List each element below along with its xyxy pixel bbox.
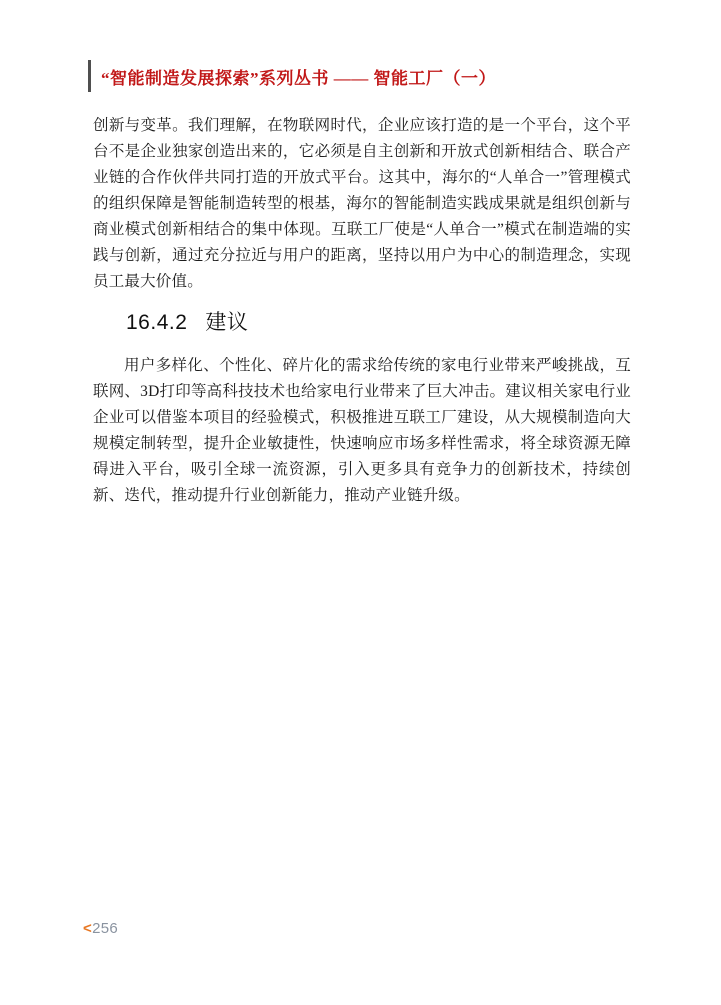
- series-title: “智能制造发展探索”系列丛书 —— 智能工厂（一）: [101, 68, 496, 88]
- page-marker-icon: <: [83, 920, 93, 937]
- body-paragraph-1: 创新与变革。我们理解，在物联网时代，企业应该打造的是一个平台，这个平台不是企业独家创造出来的，它必须是自主创新和开放式创新相结合、联合产业链的合作伙伴共同打造的开放式平台。这其中，海尔的“人单合一”管理模式的组织保障是智能制造转型的根基，海尔的智能制造实践成果就是组织创新与商业模式创新相结合的集中体现。互联工厂使是“人单合一”模式在制造端的实践与创新，通过充分拉近与用户的距离，坚持以用户为中心的制造理念，实现员工最大价值。: [93, 117, 631, 290]
- header-divider-bar: [88, 60, 91, 92]
- section-title: 建议: [205, 311, 249, 334]
- page-number: 256: [92, 920, 118, 937]
- page-footer: [83, 920, 118, 937]
- section-number: 16.4.2: [126, 311, 188, 334]
- section-heading: [126, 306, 248, 336]
- page-header: [88, 60, 496, 92]
- body-paragraph-2: 用户多样化、个性化、碎片化的需求给传统的家电行业带来严峻挑战，互联网、3D打印等高科技技术也给家电行业带来了巨大冲击。建议相关家电行业企业可以借鉴本项目的经验模式，积极推进互联工厂建设，从大规模制造向大规模定制转型，提升企业敏捷性，快速响应市场多样性需求，将全球资源无障碍进入平台，吸引全球一流资源，引入更多具有竞争力的创新技术，持续创新、迭代，推动提升行业创新能力，推动产业链升级。: [93, 357, 631, 504]
